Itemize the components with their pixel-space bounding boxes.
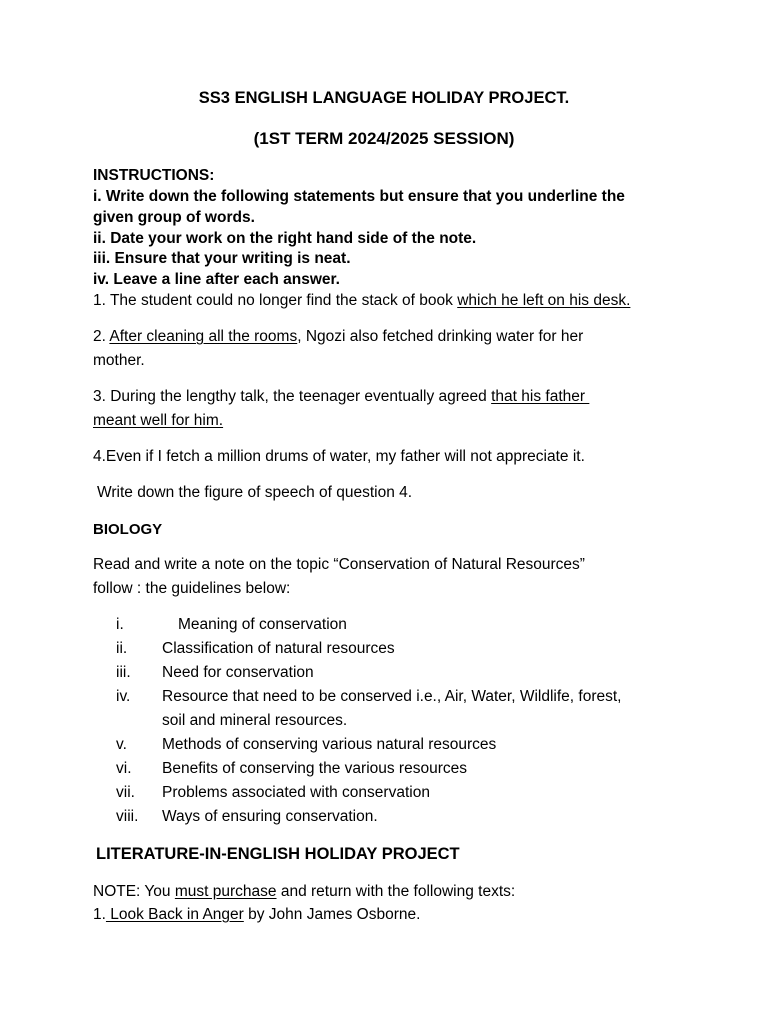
instruction-iii: iii. Ensure that your writing is neat. xyxy=(93,250,351,267)
list-item-number: iv. xyxy=(116,688,131,705)
literature-text-1-number: 1. xyxy=(93,906,106,923)
question-2-line2: mother. xyxy=(93,352,145,369)
biology-guidelines-list xyxy=(0,616,768,836)
instruction-i-line2: given group of words. xyxy=(93,209,255,226)
instruction-ii: ii. Date your work on the right hand side of the note. xyxy=(93,230,477,247)
biology-heading: BIOLOGY xyxy=(93,521,163,538)
list-item-number: vii. xyxy=(116,784,135,801)
question-5: Write down the figure of speech of question 4. xyxy=(97,484,413,501)
literature-text-1-author: by John James Osborne. xyxy=(243,906,421,923)
literature-note-rest: and return with the following texts: xyxy=(276,883,516,900)
question-2-text: , Ngozi also fetched drinking water for her xyxy=(297,328,584,345)
question-1-underlined: which he left on his desk. xyxy=(457,292,631,309)
literature-note xyxy=(93,883,515,901)
list-item-text: Ways of ensuring conservation. xyxy=(162,808,378,825)
biology-intro-line1: Read and write a note on the topic “Conservation of Natural Resources” xyxy=(93,556,585,573)
list-item-text: Benefits of conserving the various resources xyxy=(162,760,467,777)
list-item-text: Problems associated with conservation xyxy=(162,784,430,801)
literature-note-text: NOTE: You xyxy=(93,883,175,900)
question-2-number: 2. xyxy=(93,328,110,345)
list-item-text: Methods of conserving various natural resources xyxy=(162,736,497,753)
literature-text-1-title: Look Back in Anger xyxy=(105,906,244,923)
question-2-underlined: After cleaning all the rooms xyxy=(109,328,298,345)
list-item-text: Need for conservation xyxy=(162,664,314,681)
question-1-text: 1. The student could no longer find the stack of book xyxy=(93,292,458,309)
page-subtitle: (1ST TERM 2024/2025 SESSION) xyxy=(253,129,515,148)
list-item-number: vi. xyxy=(116,760,132,777)
question-1 xyxy=(93,292,630,310)
literature-text-1 xyxy=(93,906,420,924)
literature-note-underlined: must purchase xyxy=(174,883,277,900)
question-3-underlined: that his father xyxy=(491,388,590,405)
list-item-number: iii. xyxy=(116,664,131,681)
instructions-heading: INSTRUCTIONS: xyxy=(93,167,215,184)
list-item-text: Meaning of conservation xyxy=(178,616,347,633)
list-item-text: Resource that need to be conserved i.e., Air, Water, Wildlife, forest, xyxy=(162,688,622,705)
question-4: 4.Even if I fetch a million drums of water, my father will not appreciate it. xyxy=(93,448,585,465)
instruction-i-line1: i. Write down the following statements but ensure that you underline the xyxy=(93,188,625,205)
list-item-number: viii. xyxy=(116,808,139,825)
list-item-text-continued: soil and mineral resources. xyxy=(162,712,348,729)
question-2 xyxy=(93,328,583,346)
page-title: SS3 ENGLISH LANGUAGE HOLIDAY PROJECT. xyxy=(198,89,570,107)
list-item-text: Classification of natural resources xyxy=(162,640,395,657)
list-item-number: ii. xyxy=(116,640,128,657)
list-item-number: v. xyxy=(116,736,127,753)
instruction-iv: iv. Leave a line after each answer. xyxy=(93,271,340,288)
literature-heading: LITERATURE-IN-ENGLISH HOLIDAY PROJECT xyxy=(96,845,460,863)
question-3-line2: meant well for him. xyxy=(93,412,224,429)
question-3-text: 3. During the lengthy talk, the teenager eventually agreed xyxy=(93,388,492,405)
list-item-number: i. xyxy=(116,616,124,633)
biology-intro-line2: follow : the guidelines below: xyxy=(93,580,291,597)
question-3 xyxy=(93,388,589,406)
